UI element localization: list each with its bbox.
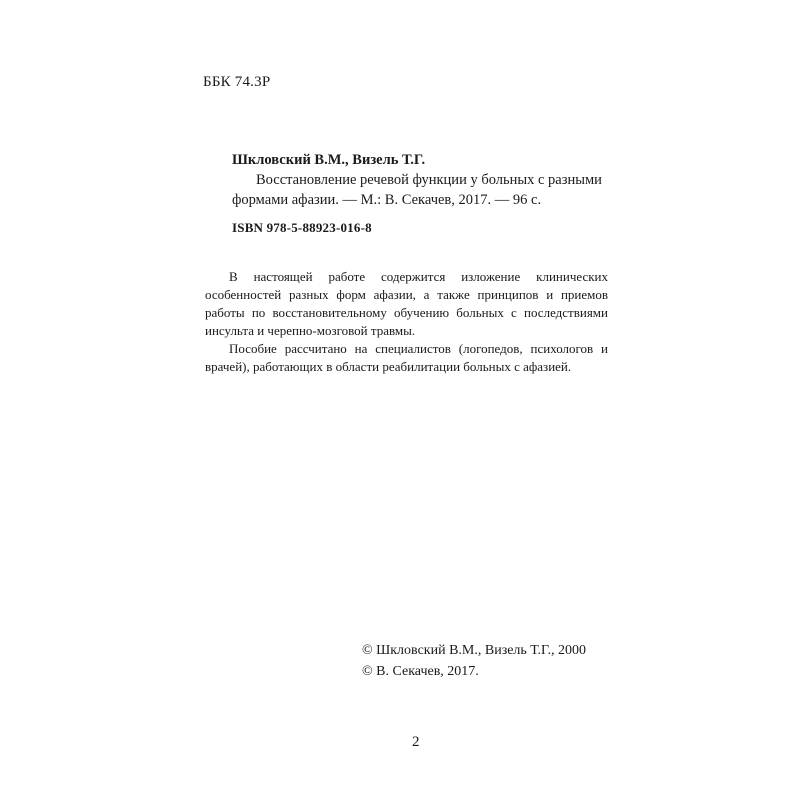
annotation-paragraph-1: В настоящей работе содержится изложение клинических особенностей разных форм афазии, а также принципов и приемов работы по восстановительному обучению больных с последствиями инсульта и черепно-мозговой травмы. (205, 269, 608, 338)
page-number: 2 (412, 734, 420, 750)
annotation-paragraph-2: Пособие рассчитано на специалистов (логопедов, психологов и врачей), работающих в области реабилитации больных с афазией. (205, 341, 608, 374)
copyright-publisher: © В. Секачев, 2017. (362, 664, 479, 679)
bibliographic-title-line1: Восстановление речевой функции у больных с разными (256, 172, 602, 188)
isbn: ISBN 978-5-88923-016-8 (232, 220, 372, 235)
bibliographic-title-line2: формами афазии. — М.: В. Секачев, 2017. — 96 с. (232, 192, 542, 208)
bibliographic-record (232, 150, 640, 210)
annotation (205, 268, 608, 376)
bibliographic-authors: Шкловский В.М., Визель Т.Г. (232, 152, 426, 168)
copyright-authors: © Шкловский В.М., Визель Т.Г., 2000 (362, 643, 586, 658)
bbk-classification: ББК 74.3Р (203, 74, 271, 90)
copyright-block (362, 640, 586, 682)
